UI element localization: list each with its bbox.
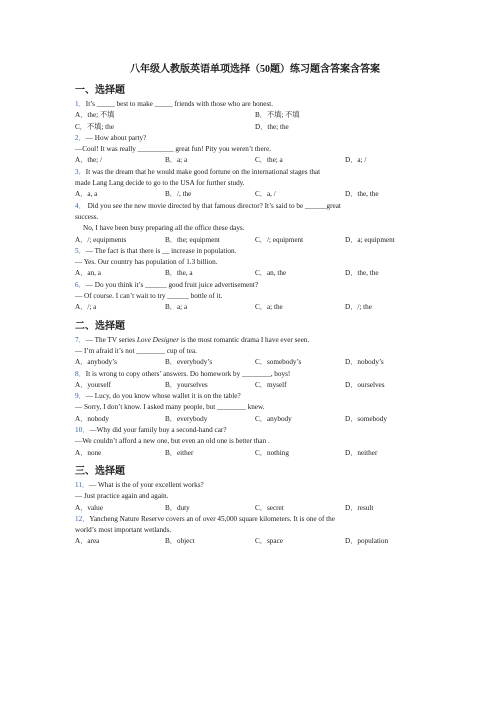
option-a[interactable]: A．area — [75, 537, 100, 546]
section-heading-1: 一、选择题 — [75, 85, 125, 96]
option-c[interactable]: C．不填; the — [75, 122, 114, 131]
options-q3 — [75, 189, 435, 200]
question-5-reply: — Yes. Our country has population of 1.3 billion. — [75, 258, 218, 267]
question-6 — [75, 280, 435, 291]
option-a[interactable]: A．/; a — [75, 303, 97, 312]
question-text: Did you see the new movie directed by that famous director? It’s said to be ______great — [85, 201, 341, 210]
question-number: 5． — [75, 246, 86, 255]
question-text: — Lucy, do you know whose wallet it is on the table? — [85, 392, 241, 401]
question-text: It was the dream that he would make good fortune on the international stages that — [85, 167, 321, 176]
series-title: Love Designer — [136, 335, 180, 344]
options-q7 — [75, 357, 435, 368]
option-d[interactable]: D．somebody — [345, 414, 387, 423]
option-a[interactable]: A．none — [75, 448, 102, 457]
question-number: 6． — [75, 280, 86, 289]
option-b[interactable]: B．everybody — [165, 414, 208, 423]
option-d[interactable]: D．/; the — [345, 303, 372, 312]
options-q9 — [75, 414, 435, 425]
options-q10 — [75, 448, 435, 459]
question-3-cont: made Lang Lang decide to go to the USA for further study. — [75, 179, 245, 188]
option-b[interactable]: B．不填; 不填 — [255, 111, 300, 120]
option-d[interactable]: D．the, the — [345, 269, 379, 278]
question-10 — [75, 425, 435, 436]
options-q8 — [75, 380, 435, 391]
option-b[interactable]: B．the, a — [165, 269, 193, 278]
option-d[interactable]: D．result — [345, 503, 374, 512]
option-d[interactable]: D．neither — [345, 448, 378, 457]
question-text: — What is the of your excellent works? — [89, 480, 204, 489]
question-text: — How about party? — [85, 133, 147, 142]
options-q2 — [75, 155, 435, 166]
question-text: Yancheng Nature Reserve covers an of over 45,000 square kilometers. It is one of the — [89, 514, 335, 523]
option-c[interactable]: C．secret — [255, 503, 284, 512]
page-title: 八年级人教版英语单项选择（50题）练习题含答案含答案 — [130, 64, 380, 75]
options-q12 — [75, 536, 435, 547]
question-text-cont: is the most romantic drama I have ever seen. — [179, 335, 310, 344]
question-12 — [75, 514, 435, 525]
option-c[interactable]: C．/; equipment — [255, 235, 304, 244]
options-q1-row2 — [75, 122, 435, 133]
question-number: 8． — [75, 369, 86, 378]
option-d[interactable]: D．the; the — [255, 122, 289, 131]
document-page — [75, 60, 435, 548]
option-c[interactable]: C．a; the — [255, 303, 283, 312]
option-a[interactable]: A．value — [75, 503, 103, 512]
option-a[interactable]: A．the; / — [75, 156, 102, 165]
question-number: 7． — [75, 335, 86, 344]
option-c[interactable]: C．nothing — [255, 448, 289, 457]
question-text: — The TV series — [85, 335, 137, 344]
option-b[interactable]: B．yourselves — [165, 380, 208, 389]
question-number: 4． — [75, 201, 86, 210]
option-d[interactable]: D．population — [345, 537, 389, 546]
option-b[interactable]: B．the; equipment — [165, 235, 220, 244]
option-c[interactable]: C．myself — [255, 380, 287, 389]
option-c[interactable]: C．a, / — [255, 190, 276, 199]
question-12-cont: world’s most important wetlands. — [75, 526, 172, 535]
option-b[interactable]: B．duty — [165, 503, 190, 512]
question-6-reply: — Of course. I can’t wait to try ______ bottle of it. — [75, 292, 223, 301]
question-text: It is wrong to copy others’ answers. Do homework by ________, boys! — [85, 369, 291, 378]
options-q5 — [75, 268, 435, 279]
question-2-reply: —Cool! It was really __________ great fun! Pity you weren’t there. — [75, 145, 272, 154]
question-11-reply: — Just practice again and again. — [75, 492, 169, 501]
option-d[interactable]: D．the, the — [345, 190, 379, 199]
question-4-cont: success. — [75, 212, 99, 221]
question-number: 1． — [75, 100, 86, 108]
option-d[interactable]: D．nobody’s — [345, 358, 384, 367]
question-4-reply: No, I have been busy preparing all the office these days. — [83, 224, 245, 233]
question-text: — The fact is that there is __ increase in population. — [85, 246, 237, 255]
option-d[interactable]: D．a; / — [345, 156, 367, 165]
section-heading-2: 二、选择题 — [75, 320, 125, 332]
option-c[interactable]: C．an, the — [255, 269, 287, 278]
question-9-reply: — Sorry, I don’t know. I asked many people, but ________ knew. — [75, 403, 265, 412]
option-b[interactable]: B．object — [165, 537, 195, 546]
question-7-reply: — I’m afraid it’s not ________ cup of tea. — [75, 346, 197, 355]
option-a[interactable]: A．nobody — [75, 414, 109, 423]
option-c[interactable]: C．somebody’s — [255, 358, 302, 367]
options-q11 — [75, 503, 435, 514]
option-b[interactable]: B．a; a — [165, 303, 188, 312]
question-number: 9． — [75, 392, 86, 401]
option-b[interactable]: B．/, the — [165, 190, 192, 199]
option-a[interactable]: A．yourself — [75, 380, 111, 389]
question-text: — Do you think it’s ______ good fruit juice advertisement? — [85, 280, 259, 289]
question-number: 11． — [75, 480, 90, 489]
question-11 — [75, 480, 435, 491]
question-number: 10． — [75, 426, 90, 435]
question-text: —Why did your family buy a second-hand car? — [89, 426, 227, 435]
option-a[interactable]: A．/; equipments — [75, 235, 127, 244]
options-q4 — [75, 235, 435, 246]
option-c[interactable]: C．the; a — [255, 156, 283, 165]
question-9 — [75, 391, 435, 402]
option-b[interactable]: B．either — [165, 448, 194, 457]
question-number: 3． — [75, 167, 86, 176]
option-d[interactable]: D．a; equipment — [345, 235, 395, 244]
section-heading-3: 三、选择题 — [75, 465, 125, 477]
question-number: 12． — [75, 514, 90, 523]
question-7 — [75, 335, 435, 346]
option-b[interactable]: B．a; a — [165, 156, 188, 165]
question-number: 2． — [75, 133, 86, 142]
question-3 — [75, 167, 435, 178]
options-q6 — [75, 302, 435, 313]
option-a[interactable]: A．a, a — [75, 190, 98, 199]
question-10-reply: —We couldn’t afford a new one, but even an old one is better than . — [75, 437, 270, 446]
option-d[interactable]: D．ourselves — [345, 380, 385, 389]
question-text: It’s _____ best to make _____ friends with those who are honest. — [85, 100, 274, 108]
option-b[interactable]: B．everybody’s — [165, 358, 213, 367]
option-c[interactable]: C．space — [255, 537, 283, 546]
option-a[interactable]: A．anybody’s — [75, 358, 117, 367]
options-q1-row1 — [75, 110, 435, 121]
question-5 — [75, 246, 435, 257]
question-4 — [75, 201, 435, 212]
option-a[interactable]: A．the; 不填 — [75, 111, 115, 120]
option-c[interactable]: C．anybody — [255, 414, 292, 423]
option-a[interactable]: A．an, a — [75, 269, 101, 278]
question-8 — [75, 369, 435, 380]
question-1 — [75, 99, 435, 110]
question-2 — [75, 133, 435, 144]
